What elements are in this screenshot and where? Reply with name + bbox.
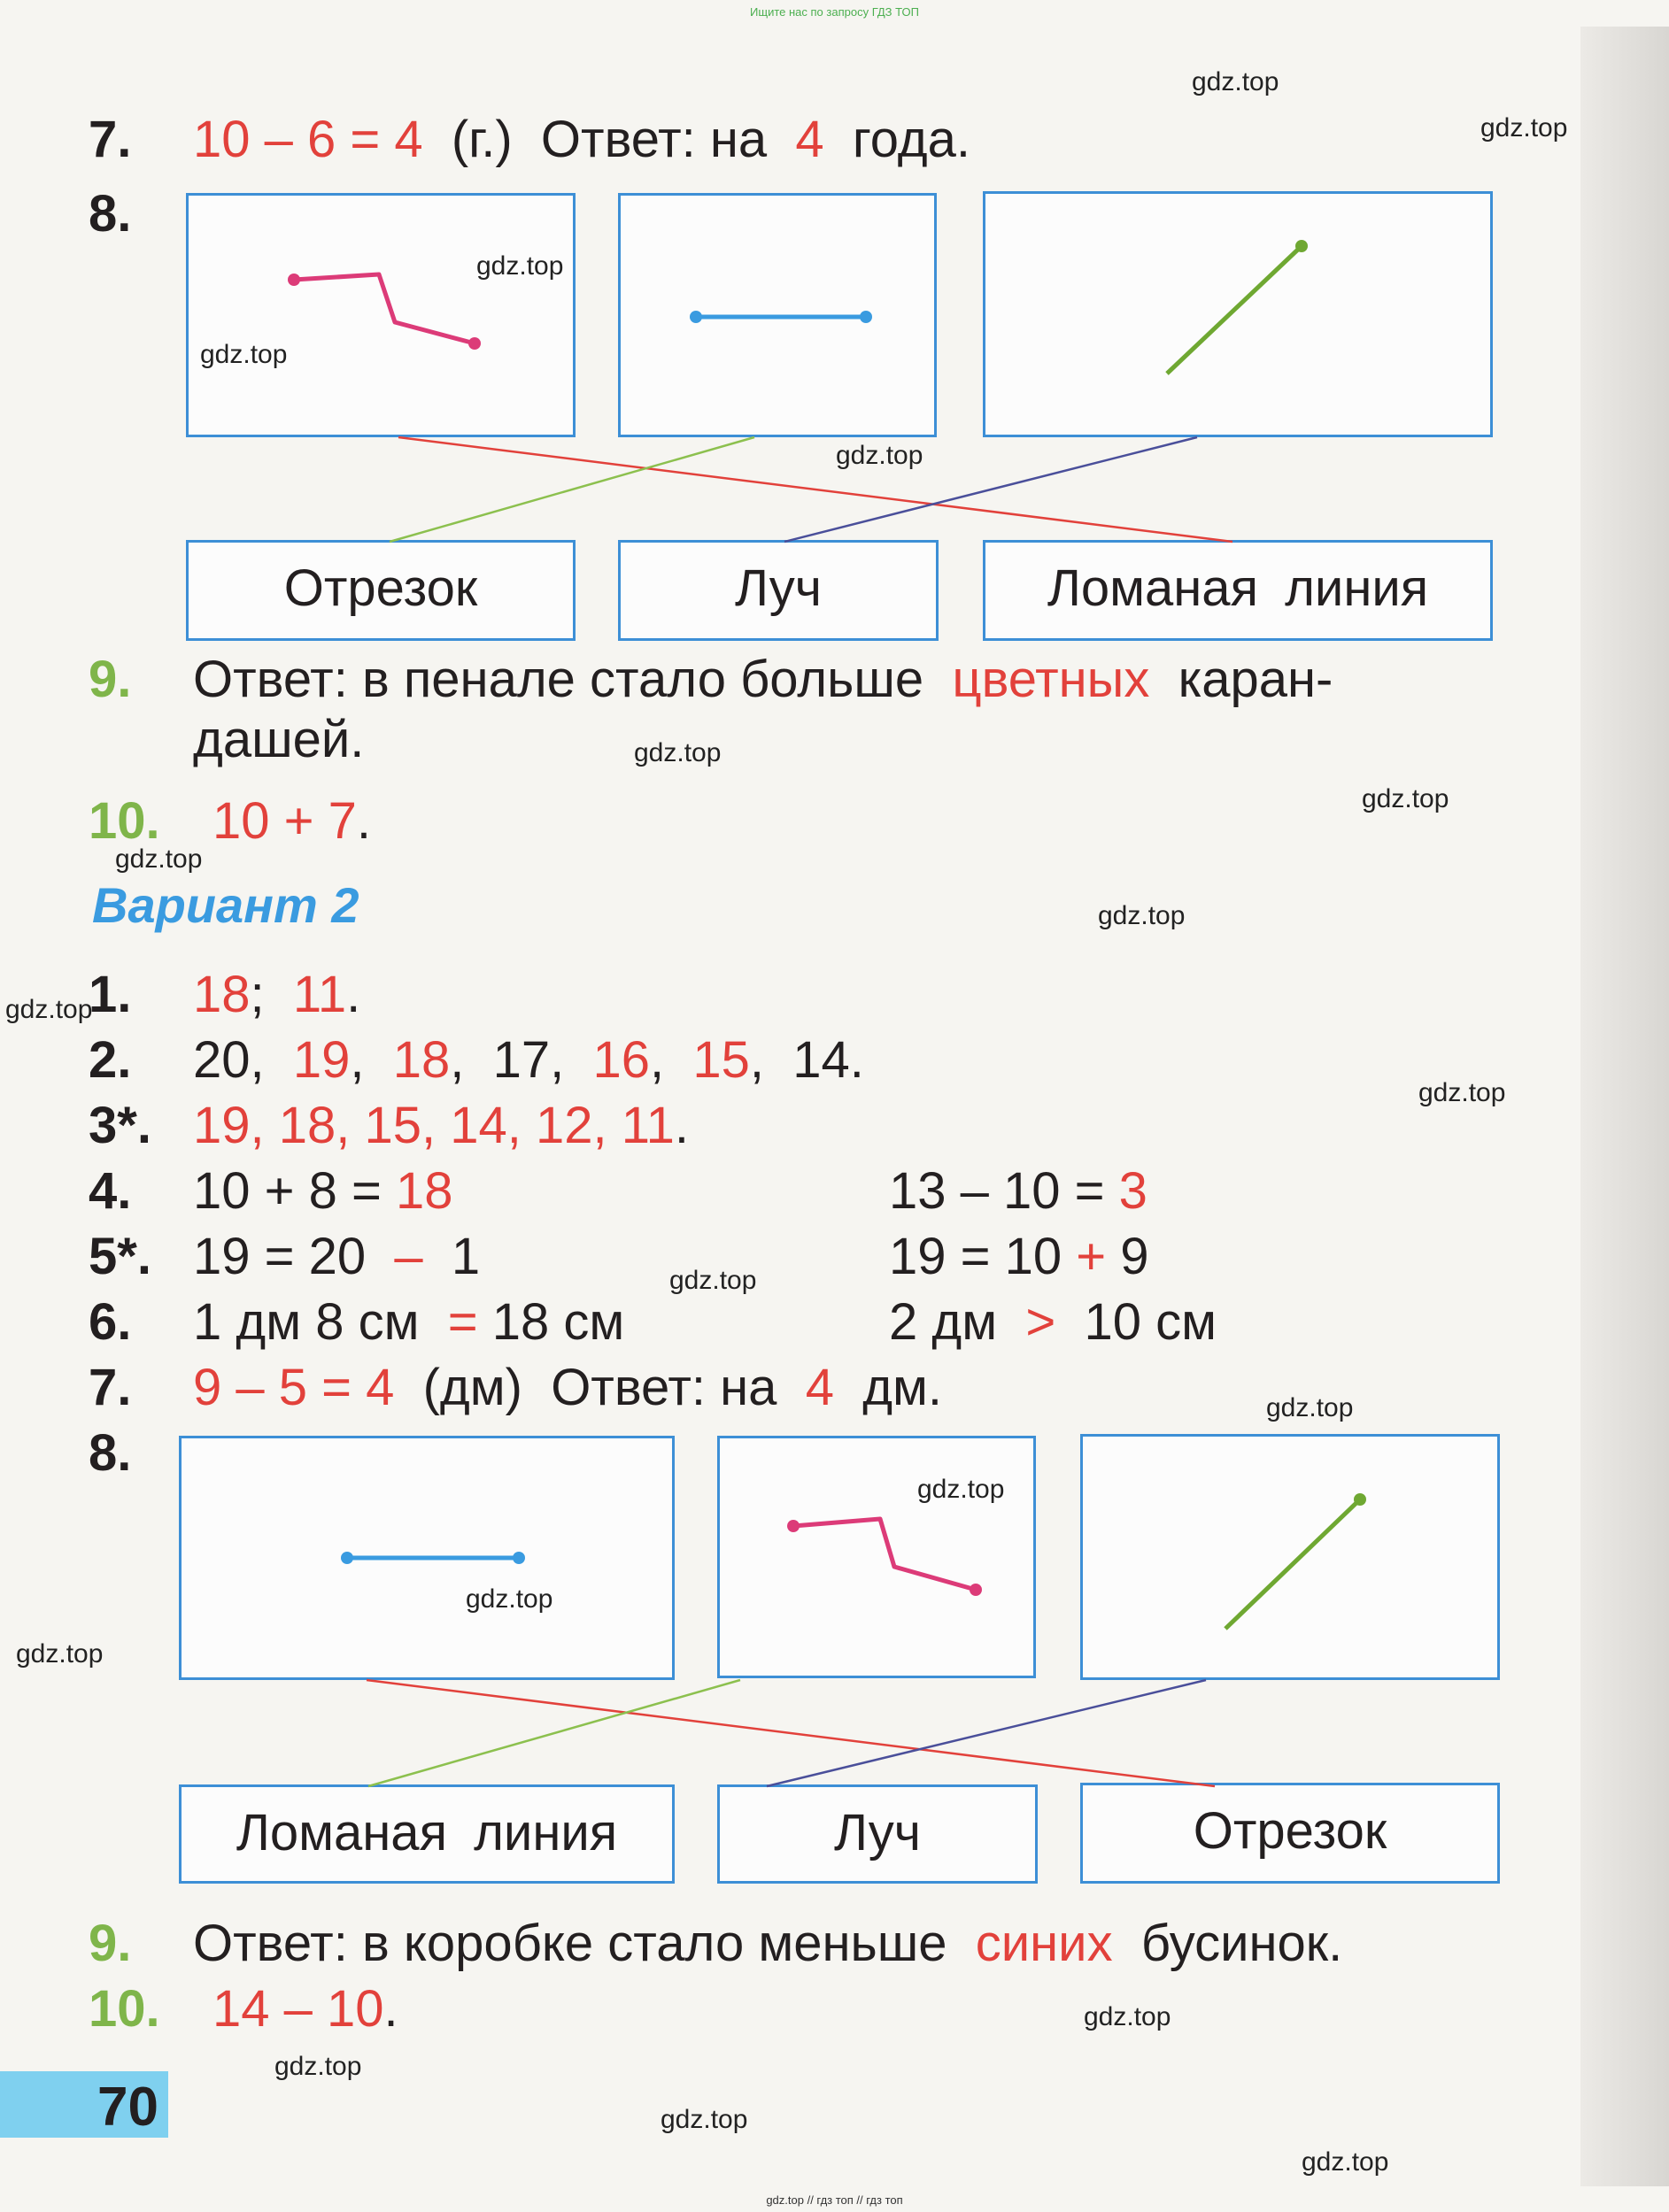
task-number: 1.: [89, 966, 132, 1023]
watermark: gdz.top: [5, 995, 93, 1024]
v1-label-polyline: Ломаная линия: [983, 540, 1493, 641]
v1-ray-figure: [1167, 246, 1302, 374]
v2-connector-green: [368, 1680, 740, 1786]
variant-title: Вариант 2: [92, 877, 359, 933]
v2-task7-answer-prefix: Ответ: на: [551, 1359, 777, 1416]
v1-segment-end-dot: [860, 311, 872, 323]
v2-task9-text-after: бусинок.: [1140, 1915, 1343, 1972]
v1-task10-dot: .: [356, 792, 371, 850]
v2-task9-text: Ответ: в коробке стало меньше: [193, 1915, 947, 1972]
v2-ray-figure: [1225, 1499, 1360, 1629]
v2-task3-end: .: [674, 1097, 690, 1154]
task-number: 10.: [89, 1980, 160, 2038]
watermark: gdz.top: [476, 251, 564, 281]
v2-task5-right-a: 19 = 10: [889, 1228, 1062, 1285]
watermark: gdz.top: [1362, 784, 1449, 813]
watermark: gdz.top: [274, 2052, 362, 2081]
v2-connector-navy: [767, 1680, 1206, 1786]
v1-polyline-figure: [294, 274, 475, 343]
v1-task9-text: Ответ: в пенале стало больше: [193, 651, 924, 708]
v2-polyline-figure: [793, 1519, 976, 1590]
v1-label-ray: Луч: [618, 540, 939, 641]
footer-note: gdz.top // гдз топ // гдз топ: [766, 2193, 903, 2207]
v2-task5-left-b: 1: [451, 1228, 481, 1285]
watermark: gdz.top: [1302, 2147, 1389, 2177]
v1-task9-highlight: цветных: [952, 651, 1150, 708]
task-number: 10.: [89, 792, 160, 850]
v2-task10-dot: .: [383, 1980, 398, 2038]
v2-task10-expression: 14 – 10: [212, 1980, 384, 2038]
v2-label-segment: Отрезок: [1080, 1783, 1500, 1884]
task-number: 8.: [89, 185, 132, 243]
task-number: 5*.: [89, 1228, 151, 1285]
v2-task4-left-expr: 10 + 8 =: [193, 1162, 382, 1220]
watermark: gdz.top: [1098, 901, 1186, 930]
v2-ray-start-dot: [1354, 1493, 1366, 1506]
v1-task7-answer-suffix: года.: [852, 111, 970, 168]
watermark: gdz.top: [115, 844, 203, 874]
v2-task7-answer-suffix: дм.: [862, 1359, 943, 1416]
v1-task9-line2: дашей.: [193, 711, 365, 768]
task-number: 8.: [89, 1424, 132, 1482]
watermark: gdz.top: [1266, 1393, 1354, 1422]
watermark: gdz.top: [200, 340, 288, 369]
v2-task6-right-op: >: [1025, 1293, 1056, 1351]
watermark: gdz.top: [661, 2105, 748, 2134]
v2-task2-item: 20,: [193, 1031, 265, 1089]
v2-task1-a: 18: [193, 966, 251, 1023]
v2-task4-right-expr: 13 – 10 =: [889, 1162, 1105, 1220]
v2-polyline-start-dot: [787, 1520, 800, 1532]
v2-task2-comma: ,: [749, 1031, 765, 1089]
header-note: Ищите нас по запросу ГДЗ ТОП: [750, 5, 919, 19]
v2-segment-end-dot: [513, 1552, 525, 1564]
v2-task7-answer-value: 4: [805, 1359, 834, 1416]
watermark: gdz.top: [836, 441, 923, 470]
task-number: 2.: [89, 1031, 132, 1089]
v1-polyline-end-dot: [468, 337, 481, 350]
v2-task5-right-op: +: [1076, 1228, 1107, 1285]
v2-task7-unit: (дм): [422, 1359, 522, 1416]
v2-task2-comma: ,: [450, 1031, 465, 1089]
v1-connector-segment-red: [398, 437, 1232, 542]
v2-task6-left-b: 18 см: [491, 1293, 625, 1351]
v2-task2-item: 19: [292, 1031, 351, 1089]
v2-connector-red: [367, 1680, 1215, 1786]
v2-task6-left-a: 1 дм 8 см: [193, 1293, 420, 1351]
v2-task5-right-b: 9: [1120, 1228, 1149, 1285]
watermark: gdz.top: [466, 1584, 553, 1614]
v2-task1-b: 11: [292, 966, 347, 1023]
watermark: gdz.top: [634, 738, 722, 767]
v2-task1-sep: ;: [250, 966, 265, 1023]
v2-label-ray: Луч: [717, 1784, 1038, 1884]
task-number: 3*.: [89, 1097, 151, 1154]
v2-task2-item: 14.: [792, 1031, 864, 1089]
page-number: 70: [97, 2077, 158, 2138]
v2-segment-start-dot: [341, 1552, 353, 1564]
v2-task3-sequence: 19, 18, 15, 14, 12, 11: [193, 1097, 675, 1154]
v2-task6-right-a: 2 дм: [889, 1293, 998, 1351]
task-number: 9.: [89, 651, 132, 708]
v1-task7-answer-prefix: Ответ: на: [540, 111, 768, 168]
watermark: gdz.top: [16, 1639, 104, 1669]
v2-task1-end: .: [346, 966, 361, 1023]
v1-task7-answer-value: 4: [795, 111, 824, 168]
v2-task2-comma: ,: [650, 1031, 665, 1089]
v2-task6-left-op: =: [447, 1293, 478, 1351]
v1-segment-start-dot: [690, 311, 702, 323]
v1-task10-expression: 10 + 7: [212, 792, 357, 850]
watermark: gdz.top: [1084, 2002, 1171, 2031]
v2-task2-item: 17,: [492, 1031, 565, 1089]
v2-label-polyline: Ломаная линия: [179, 1784, 675, 1884]
v2-polyline-end-dot: [970, 1584, 982, 1596]
task-number: 9.: [89, 1915, 132, 1972]
v1-label-segment: Отрезок: [186, 540, 576, 641]
v1-task7-unit: (г.): [451, 111, 513, 168]
v1-ray-start-dot: [1295, 240, 1308, 252]
task-number: 6.: [89, 1293, 132, 1351]
task-number: 4.: [89, 1162, 132, 1220]
task-number: 7.: [89, 111, 132, 168]
task-number: 7.: [89, 1359, 132, 1416]
v2-task5-left-a: 19 = 20: [193, 1228, 367, 1285]
watermark: gdz.top: [917, 1475, 1005, 1504]
v2-task2-item: 16: [592, 1031, 651, 1089]
v1-polyline-start-dot: [288, 274, 300, 286]
watermark: gdz.top: [1418, 1078, 1506, 1107]
v2-task4-left-answer: 18: [395, 1162, 453, 1220]
v1-task9-text-after: каран-: [1178, 651, 1333, 708]
v2-task2-comma: ,: [350, 1031, 365, 1089]
v2-task2-item: 18: [392, 1031, 451, 1089]
v2-task7-expression: 9 – 5 = 4: [193, 1359, 395, 1416]
v2-task9-highlight: синих: [975, 1915, 1113, 1972]
v1-task7-expression: 10 – 6 = 4: [193, 111, 423, 168]
v2-task4-right-answer: 3: [1118, 1162, 1147, 1220]
v1-connector-ray-green: [390, 437, 754, 542]
watermark: gdz.top: [669, 1266, 757, 1295]
watermark: gdz.top: [1192, 67, 1279, 96]
v2-task5-left-op: –: [394, 1228, 423, 1285]
v2-task6-right-b: 10 см: [1084, 1293, 1217, 1351]
watermark: gdz.top: [1480, 113, 1568, 143]
v2-task2-item: 15: [692, 1031, 750, 1089]
